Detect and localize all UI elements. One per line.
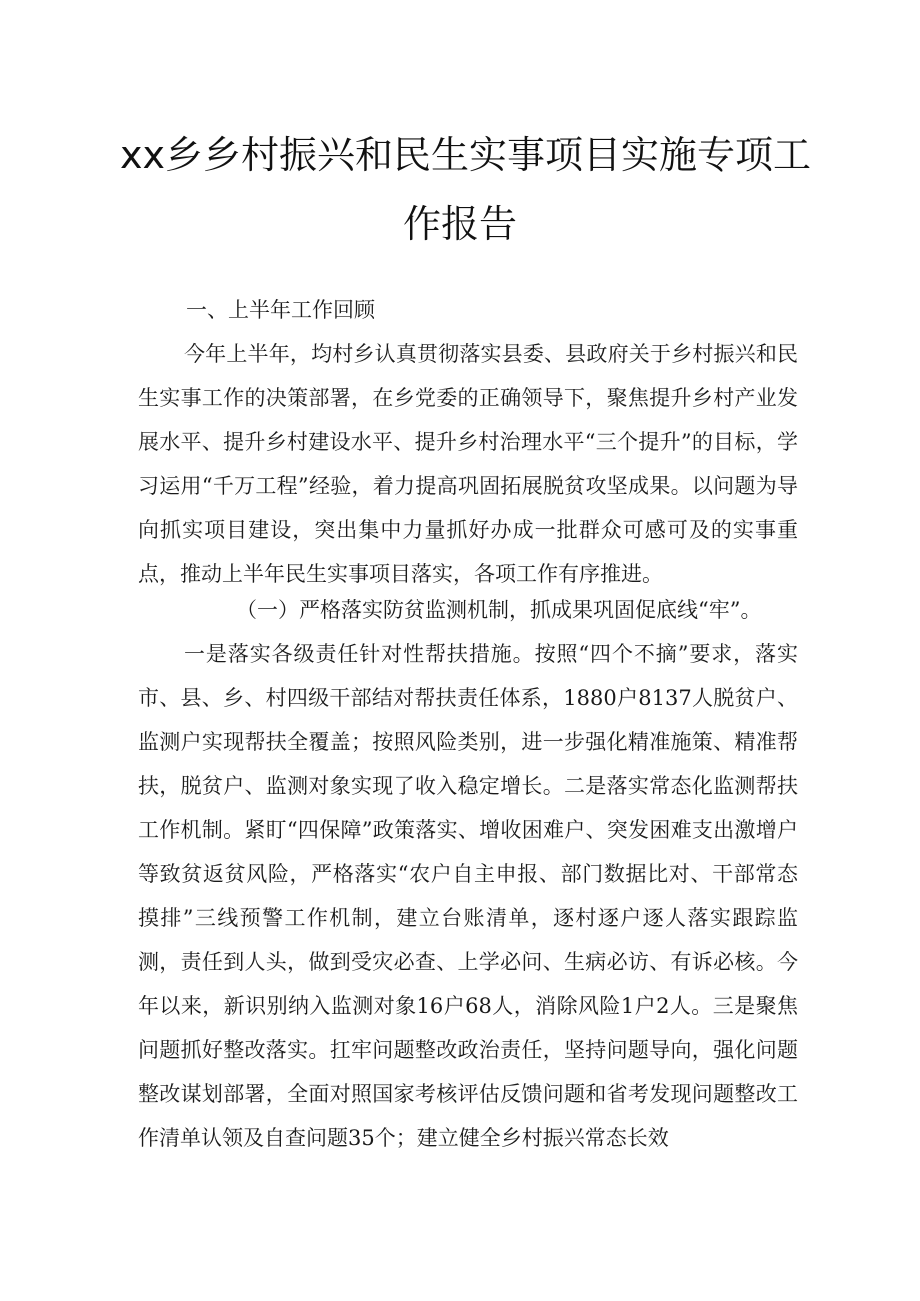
section-heading: 一、上半年工作回顾 [186, 298, 375, 322]
section-paragraph: 今年上半年，均村乡认真贯彻落实县委、县政府关于乡村振兴和民生实事工作的决策部署，在乡党委的正确领导下，聚焦提升乡村产业发展水平、提升乡村建设水平、提升乡村治理水平“三个提升”的目标，学习运用“千万工程”经验，着力提高巩固拓展脱贫攻坚成果。以问题为导向抓实项目建设，突出集中力量抓好办成一批群众可感可及的实事重点，推动上半年民生实事项目落实，各项工作有序推进。 [138, 342, 798, 586]
document-title-line-2: 作报告 [402, 202, 517, 246]
subsection-paragraph: 一是落实各级责任针对性帮扶措施。按照“四个不摘”要求，落实市、县、乡、村四级干部结对帮扶责任体系，1880户8137人脱贫户、监测户实现帮扶全覆盖；按照风险类别，进一步强化精准施策、精准帮扶，脱贫户、监测对象实现了收入稳定增长。二是落实常态化监测帮扶工作机制。紧盯“四保障”政策落实、增收困难户、突发困难支出激增户等致贫返贫风险，严格落实“农户自主申报、部门数据比对、干部常态摸排”三线预警工作机制，建立台账清单，逐村逐户逐人落实跟踪监测，责任到人头，做到受灾必查、上学必问、生病必访、有诉必核。今年以来，新识别纳入监测对象16户68人，消除风险1户2人。三是聚焦问题抓好整改落实。扛牢问题整改政治责任，坚持问题导向，强化问题整改谋划部署，全面对照国家考核评估反馈问题和省考发现问题整改工作清单认领及自查问题35个；建立健全乡村振兴常态长效 [138, 642, 798, 1150]
subsection-heading: （一）严格落实防贫监测机制，抓成果巩固促底线“牢”。 [236, 598, 762, 622]
document-title-line-1: xx乡乡村振兴和民生实事项目实施专项工 [120, 133, 811, 177]
